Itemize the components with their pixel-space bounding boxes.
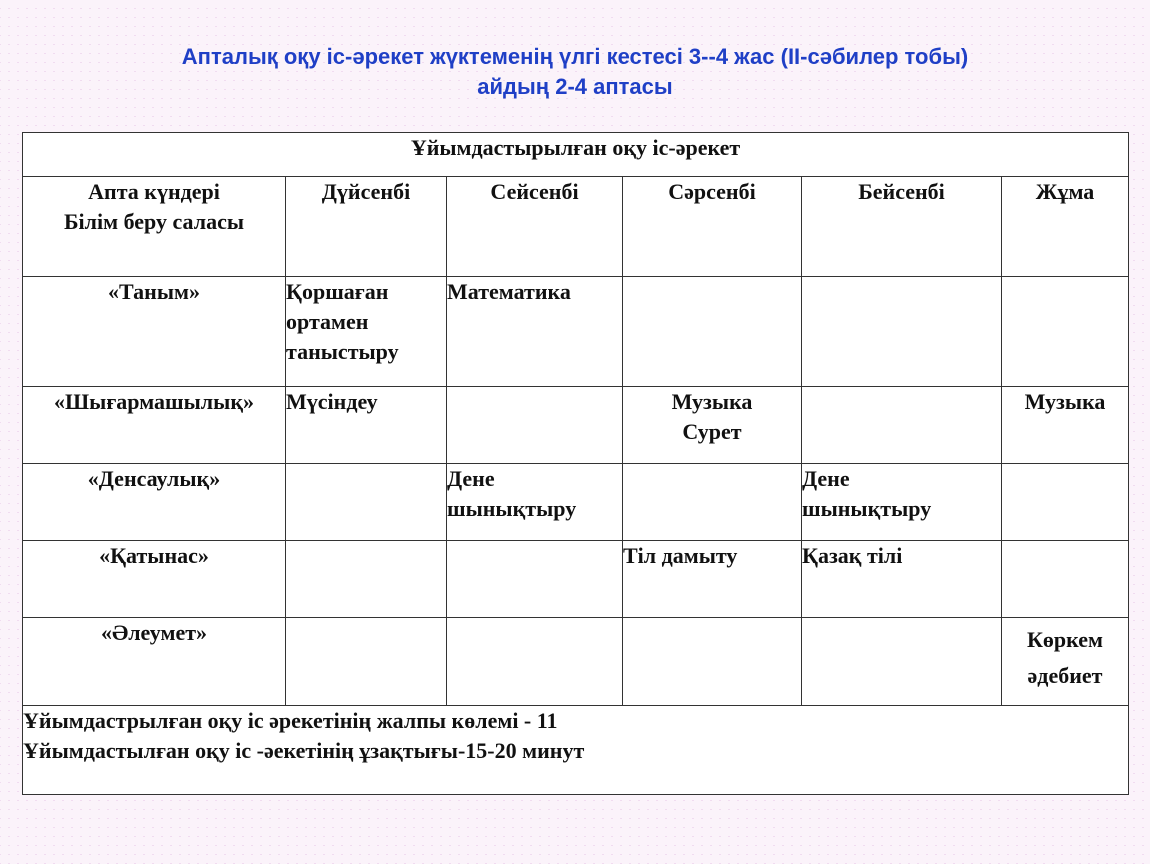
table-row [23, 541, 1129, 618]
subject-text: Қазақ тілі [802, 543, 903, 568]
table-cell [623, 464, 802, 541]
subject-text: ортамен [286, 309, 369, 334]
table-header: Ұйымдастырылған оқу іс-әрекет [23, 133, 1129, 177]
title-line-2: айдың 2-4 аптасы [477, 74, 673, 99]
table-cell [286, 387, 447, 464]
area-label: «Таным» [23, 277, 286, 387]
table-cell [623, 618, 802, 706]
table-cell [802, 387, 1002, 464]
table-cell [447, 387, 623, 464]
table-cell [1002, 541, 1129, 618]
title-line-1: Апталық оқу іс-әрекет жүктеменің үлгі кестесі 3--4 жас (ІІ-сәбилер тобы) [181, 44, 969, 69]
subject-text: Сурет [682, 419, 742, 444]
table-cell [286, 277, 447, 387]
table-cell [802, 618, 1002, 706]
table-cell [1002, 464, 1129, 541]
area-label: «Қатынас» [23, 541, 286, 618]
subject-text: Тіл дамыту [623, 543, 738, 568]
day-header-wednesday: Сәрсенбі [623, 177, 802, 277]
footer-duration: Ұйымдастылған оқу іс -әекетінің ұзақтығы-15-20 минут [23, 738, 585, 763]
table-cell [802, 464, 1002, 541]
table-cell [286, 541, 447, 618]
table-cell [286, 464, 447, 541]
table-cell [447, 541, 623, 618]
table-cell [623, 277, 802, 387]
day-header-friday: Жұма [1002, 177, 1129, 277]
subject-text: Математика [447, 279, 571, 304]
table-cell [1002, 618, 1129, 706]
subject-text: шынықтыру [802, 496, 932, 521]
table-cell [802, 277, 1002, 387]
day-header-thursday: Бейсенбі [802, 177, 1002, 277]
footer-total-volume: Ұйымдастрылған оқу іс әрекетінің жалпы көлемі - 11 [23, 708, 558, 733]
schedule-table [22, 132, 1129, 795]
table-cell [286, 618, 447, 706]
days-row [23, 177, 1129, 277]
subject-text: Көркем [1026, 627, 1104, 652]
table-cell [1002, 277, 1129, 387]
table-cell [447, 464, 623, 541]
table-cell [802, 541, 1002, 618]
page-title [0, 42, 1150, 102]
table-cell [447, 618, 623, 706]
table-cell [623, 541, 802, 618]
table-row [23, 618, 1129, 706]
table-footer-row [23, 706, 1129, 795]
table-cell [623, 387, 802, 464]
subject-text: Қоршаған [286, 279, 389, 304]
day-header-monday: Дүйсенбі [286, 177, 447, 277]
corner-cell [23, 177, 286, 277]
subject-text: Дене [447, 466, 495, 491]
area-label: «Шығармашылық» [23, 387, 286, 464]
table-row [23, 464, 1129, 541]
area-label: «Әлеумет» [23, 618, 286, 706]
table-cell [447, 277, 623, 387]
table-row [23, 277, 1129, 387]
subject-text: таныстыру [286, 339, 399, 364]
subject-text: Музыка [1024, 389, 1106, 414]
corner-label-area: Білім беру саласы [63, 209, 245, 234]
day-header-tuesday: Сейсенбі [447, 177, 623, 277]
table-footer [23, 706, 1129, 795]
subject-text: әдебиет [1027, 663, 1103, 688]
subject-text: Музыка [671, 389, 753, 414]
area-label: «Денсаулық» [23, 464, 286, 541]
corner-label-days: Апта күндері [88, 179, 220, 204]
table-row [23, 387, 1129, 464]
subject-text: шынықтыру [447, 496, 577, 521]
table-cell [1002, 387, 1129, 464]
subject-text: Мүсіндеу [286, 389, 378, 414]
subject-text: Дене [802, 466, 850, 491]
table-header-row [23, 133, 1129, 177]
